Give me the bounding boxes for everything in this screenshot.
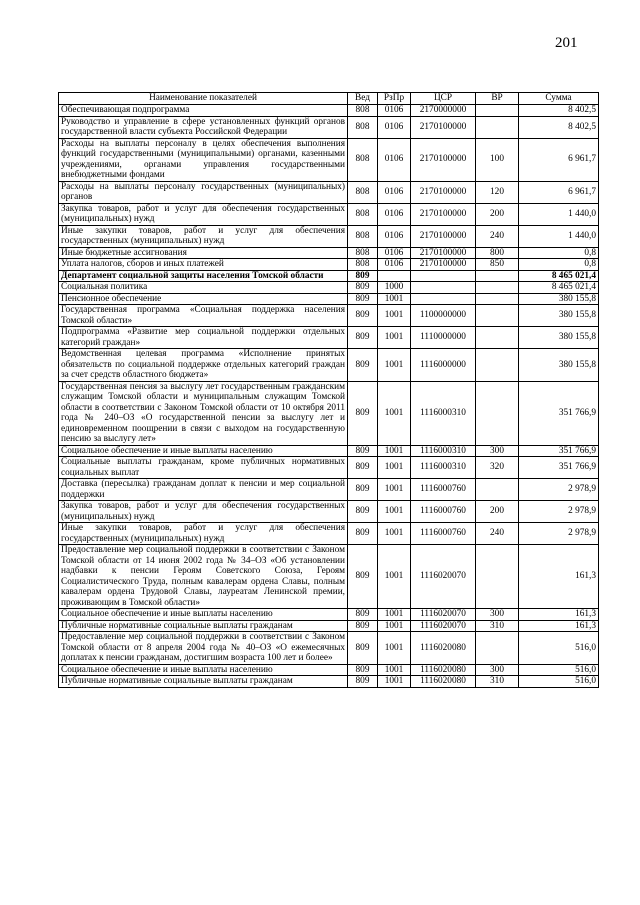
table-row xyxy=(59,664,599,676)
row-sum: 8 465 021,4 xyxy=(519,282,599,294)
row-csr: 2170100000 xyxy=(411,225,476,247)
row-sum: 8 465 021,4 xyxy=(519,270,599,282)
row-rzpr: 0106 xyxy=(378,116,411,138)
table-row xyxy=(59,457,599,479)
table-row xyxy=(59,203,599,225)
table-row xyxy=(59,305,599,327)
row-ved: 808 xyxy=(348,105,378,117)
row-rzpr: 0106 xyxy=(378,181,411,203)
budget-table xyxy=(58,92,599,688)
header-csr: ЦСР xyxy=(411,93,476,105)
row-csr: 2170100000 xyxy=(411,259,476,271)
row-vr: 300 xyxy=(476,609,519,621)
row-name: Государственная программа «Социальная поддержка населения Томской области» xyxy=(59,305,348,327)
row-rzpr: 1001 xyxy=(378,664,411,676)
row-rzpr: 0106 xyxy=(378,138,411,181)
row-name: Государственная пенсия за выслугу лет государственным гражданским служащим Томской области и муниципальным служащим Томской области в соответствии с Законом Томской области от 10 октября 2011 года № 240–ОЗ «О государственной пенсии за выслугу лет и единовременном поощрении в связи с выходом на государственную пенсию за выслугу лет» xyxy=(59,381,348,445)
table-row xyxy=(59,270,599,282)
row-name: Предоставление мер социальной поддержки в соответствии с Законом Томской области от 14 июня 2002 года № 34–ОЗ «Об установлении надбавки к пенсии Героям Советского Союза, Героям Социалистического Труда, полным кавалерам ордена Славы, полным кавалерам ордена Трудовой Славы, лауреатам Ленинской премии, проживающим в Томской области» xyxy=(59,545,348,609)
row-ved: 808 xyxy=(348,203,378,225)
row-sum: 8 402,5 xyxy=(519,116,599,138)
table-row xyxy=(59,282,599,294)
row-ved: 809 xyxy=(348,620,378,632)
row-name: Иные бюджетные ассигнования xyxy=(59,247,348,259)
row-csr: 1116020080 xyxy=(411,632,476,665)
row-name: Пенсионное обеспечение xyxy=(59,293,348,305)
row-vr xyxy=(476,305,519,327)
row-sum: 1 440,0 xyxy=(519,203,599,225)
row-name: Социальное обеспечение и иные выплаты населению xyxy=(59,445,348,457)
row-sum: 0,8 xyxy=(519,247,599,259)
row-csr: 1116020070 xyxy=(411,545,476,609)
row-csr xyxy=(411,270,476,282)
table-row xyxy=(59,259,599,271)
row-csr: 1116000760 xyxy=(411,479,476,501)
row-sum: 2 978,9 xyxy=(519,479,599,501)
row-ved: 808 xyxy=(348,225,378,247)
table-row xyxy=(59,523,599,545)
table-row xyxy=(59,479,599,501)
table-row xyxy=(59,247,599,259)
table-header-row xyxy=(59,93,599,105)
row-ved: 809 xyxy=(348,609,378,621)
row-rzpr: 1001 xyxy=(378,305,411,327)
row-ved: 809 xyxy=(348,632,378,665)
row-rzpr: 0106 xyxy=(378,203,411,225)
row-name: Расходы на выплаты персоналу государственных (муниципальных) органов xyxy=(59,181,348,203)
row-sum: 1 440,0 xyxy=(519,225,599,247)
table-row xyxy=(59,138,599,181)
row-rzpr: 1001 xyxy=(378,327,411,349)
row-name: Расходы на выплаты персоналу в целях обеспечения выполнения функций государственными (муниципальными) органами, казенными учреждениями, органами управления государственными внебюджетными фондами xyxy=(59,138,348,181)
row-name: Публичные нормативные социальные выплаты гражданам xyxy=(59,620,348,632)
row-vr xyxy=(476,105,519,117)
row-rzpr xyxy=(378,270,411,282)
row-ved: 808 xyxy=(348,259,378,271)
row-vr xyxy=(476,632,519,665)
header-vr: ВР xyxy=(476,93,519,105)
row-rzpr: 1001 xyxy=(378,293,411,305)
row-name: Социальная политика xyxy=(59,282,348,294)
row-vr xyxy=(476,349,519,382)
row-rzpr: 1000 xyxy=(378,282,411,294)
row-ved: 809 xyxy=(348,457,378,479)
row-csr: 1116000760 xyxy=(411,501,476,523)
row-ved: 808 xyxy=(348,181,378,203)
row-sum: 0,8 xyxy=(519,259,599,271)
row-ved: 809 xyxy=(348,282,378,294)
row-rzpr: 1001 xyxy=(378,523,411,545)
row-vr: 300 xyxy=(476,664,519,676)
row-ved: 809 xyxy=(348,664,378,676)
row-vr: 850 xyxy=(476,259,519,271)
row-csr: 1116020070 xyxy=(411,620,476,632)
row-name: Социальное обеспечение и иные выплаты населению xyxy=(59,609,348,621)
row-vr: 240 xyxy=(476,225,519,247)
row-vr: 310 xyxy=(476,676,519,688)
row-vr: 200 xyxy=(476,203,519,225)
table-row xyxy=(59,632,599,665)
row-sum: 161,3 xyxy=(519,545,599,609)
row-ved: 808 xyxy=(348,247,378,259)
row-ved: 809 xyxy=(348,545,378,609)
table-row xyxy=(59,181,599,203)
row-name: Социальные выплаты гражданам, кроме публичных нормативных социальных выплат xyxy=(59,457,348,479)
row-sum: 516,0 xyxy=(519,676,599,688)
row-ved: 809 xyxy=(348,305,378,327)
row-sum: 2 978,9 xyxy=(519,501,599,523)
row-vr: 310 xyxy=(476,620,519,632)
row-rzpr: 1001 xyxy=(378,349,411,382)
row-name: Закупка товаров, работ и услуг для обеспечения государственных (муниципальных) нужд xyxy=(59,203,348,225)
row-vr xyxy=(476,545,519,609)
row-sum: 380 155,8 xyxy=(519,349,599,382)
row-ved: 809 xyxy=(348,676,378,688)
row-name: Ведомственная целевая программа «Исполнение принятых обязательств по социальной поддержке отдельных категорий граждан за счет средств областного бюджета» xyxy=(59,349,348,382)
page-number: 201 xyxy=(555,35,578,51)
row-rzpr: 1001 xyxy=(378,620,411,632)
row-csr: 1116000310 xyxy=(411,445,476,457)
row-rzpr: 1001 xyxy=(378,445,411,457)
row-name: Обеспечивающая подпрограмма xyxy=(59,105,348,117)
header-ved: Вед xyxy=(348,93,378,105)
table-row xyxy=(59,349,599,382)
row-vr: 240 xyxy=(476,523,519,545)
row-csr: 1116000000 xyxy=(411,349,476,382)
row-ved: 809 xyxy=(348,445,378,457)
row-vr xyxy=(476,381,519,445)
row-vr: 320 xyxy=(476,457,519,479)
row-rzpr: 1001 xyxy=(378,609,411,621)
row-name: Иные закупки товаров, работ и услуг для обеспечения государственных (муниципальных) нужд xyxy=(59,225,348,247)
row-rzpr: 1001 xyxy=(378,545,411,609)
row-csr: 1110000000 xyxy=(411,327,476,349)
row-sum: 351 766,9 xyxy=(519,457,599,479)
row-rzpr: 1001 xyxy=(378,381,411,445)
row-sum: 161,3 xyxy=(519,609,599,621)
row-name: Департамент социальной защиты населения Томской области xyxy=(59,270,348,282)
row-rzpr: 0106 xyxy=(378,259,411,271)
row-sum: 380 155,8 xyxy=(519,327,599,349)
row-rzpr: 0106 xyxy=(378,225,411,247)
row-vr xyxy=(476,282,519,294)
row-vr: 100 xyxy=(476,138,519,181)
row-ved: 809 xyxy=(348,270,378,282)
row-sum: 8 402,5 xyxy=(519,105,599,117)
row-ved: 809 xyxy=(348,523,378,545)
table-row xyxy=(59,445,599,457)
row-ved: 808 xyxy=(348,138,378,181)
table-row xyxy=(59,381,599,445)
row-csr: 1116020070 xyxy=(411,609,476,621)
table-row xyxy=(59,676,599,688)
row-csr: 1116000760 xyxy=(411,523,476,545)
row-rzpr: 1001 xyxy=(378,457,411,479)
row-name: Предоставление мер социальной поддержки в соответствии с Законом Томской области от 8 апреля 2004 года № 40–ОЗ «О ежемесячных доплатах к пенсии гражданам, достигшим возраста 100 лет и более» xyxy=(59,632,348,665)
row-csr: 2170100000 xyxy=(411,247,476,259)
row-sum: 351 766,9 xyxy=(519,381,599,445)
table-row xyxy=(59,501,599,523)
row-name: Подпрограмма «Развитие мер социальной поддержки отдельных категорий граждан» xyxy=(59,327,348,349)
table-row xyxy=(59,225,599,247)
row-rzpr: 1001 xyxy=(378,676,411,688)
row-ved: 809 xyxy=(348,293,378,305)
row-sum: 161,3 xyxy=(519,620,599,632)
table-row xyxy=(59,620,599,632)
row-ved: 809 xyxy=(348,501,378,523)
row-vr: 300 xyxy=(476,445,519,457)
table-row xyxy=(59,327,599,349)
row-vr: 120 xyxy=(476,181,519,203)
row-sum: 6 961,7 xyxy=(519,181,599,203)
row-csr: 1116000310 xyxy=(411,457,476,479)
row-sum: 516,0 xyxy=(519,632,599,665)
row-ved: 809 xyxy=(348,349,378,382)
table-row xyxy=(59,116,599,138)
row-name: Уплата налогов, сборов и иных платежей xyxy=(59,259,348,271)
row-csr: 2170100000 xyxy=(411,203,476,225)
row-sum: 380 155,8 xyxy=(519,293,599,305)
row-csr xyxy=(411,293,476,305)
table-row xyxy=(59,293,599,305)
row-csr: 2170100000 xyxy=(411,181,476,203)
row-rzpr: 0106 xyxy=(378,247,411,259)
row-name: Социальное обеспечение и иные выплаты населению xyxy=(59,664,348,676)
row-sum: 380 155,8 xyxy=(519,305,599,327)
row-csr: 2170100000 xyxy=(411,116,476,138)
row-sum: 351 766,9 xyxy=(519,445,599,457)
row-vr xyxy=(476,293,519,305)
table-row xyxy=(59,545,599,609)
row-csr: 2170000000 xyxy=(411,105,476,117)
row-name: Иные закупки товаров, работ и услуг для обеспечения государственных (муниципальных) нужд xyxy=(59,523,348,545)
row-name: Закупка товаров, работ и услуг для обеспечения государственных (муниципальных) нужд xyxy=(59,501,348,523)
row-name: Доставка (пересылка) гражданам доплат к пенсии и мер социальной поддержки xyxy=(59,479,348,501)
row-sum: 6 961,7 xyxy=(519,138,599,181)
row-vr xyxy=(476,270,519,282)
row-ved: 808 xyxy=(348,116,378,138)
row-csr: 1100000000 xyxy=(411,305,476,327)
header-rzpr: РзПр xyxy=(378,93,411,105)
row-vr: 800 xyxy=(476,247,519,259)
row-sum: 2 978,9 xyxy=(519,523,599,545)
row-ved: 809 xyxy=(348,327,378,349)
row-csr: 2170100000 xyxy=(411,138,476,181)
row-vr xyxy=(476,479,519,501)
row-rzpr: 1001 xyxy=(378,632,411,665)
row-rzpr: 0106 xyxy=(378,105,411,117)
row-ved: 809 xyxy=(348,381,378,445)
table-row xyxy=(59,105,599,117)
table-row xyxy=(59,609,599,621)
row-vr: 200 xyxy=(476,501,519,523)
table-body xyxy=(59,105,599,688)
header-name: Наименование показателей xyxy=(59,93,348,105)
row-name: Руководство и управление в сфере установленных функций органов государственной власти субъекта Российской Федерации xyxy=(59,116,348,138)
row-csr: 1116020080 xyxy=(411,676,476,688)
row-csr: 1116020080 xyxy=(411,664,476,676)
row-vr xyxy=(476,116,519,138)
row-csr: 1116000310 xyxy=(411,381,476,445)
row-rzpr: 1001 xyxy=(378,479,411,501)
row-ved: 809 xyxy=(348,479,378,501)
row-name: Публичные нормативные социальные выплаты гражданам xyxy=(59,676,348,688)
row-csr xyxy=(411,282,476,294)
row-rzpr: 1001 xyxy=(378,501,411,523)
row-sum: 516,0 xyxy=(519,664,599,676)
header-sum: Сумма xyxy=(519,93,599,105)
row-vr xyxy=(476,327,519,349)
